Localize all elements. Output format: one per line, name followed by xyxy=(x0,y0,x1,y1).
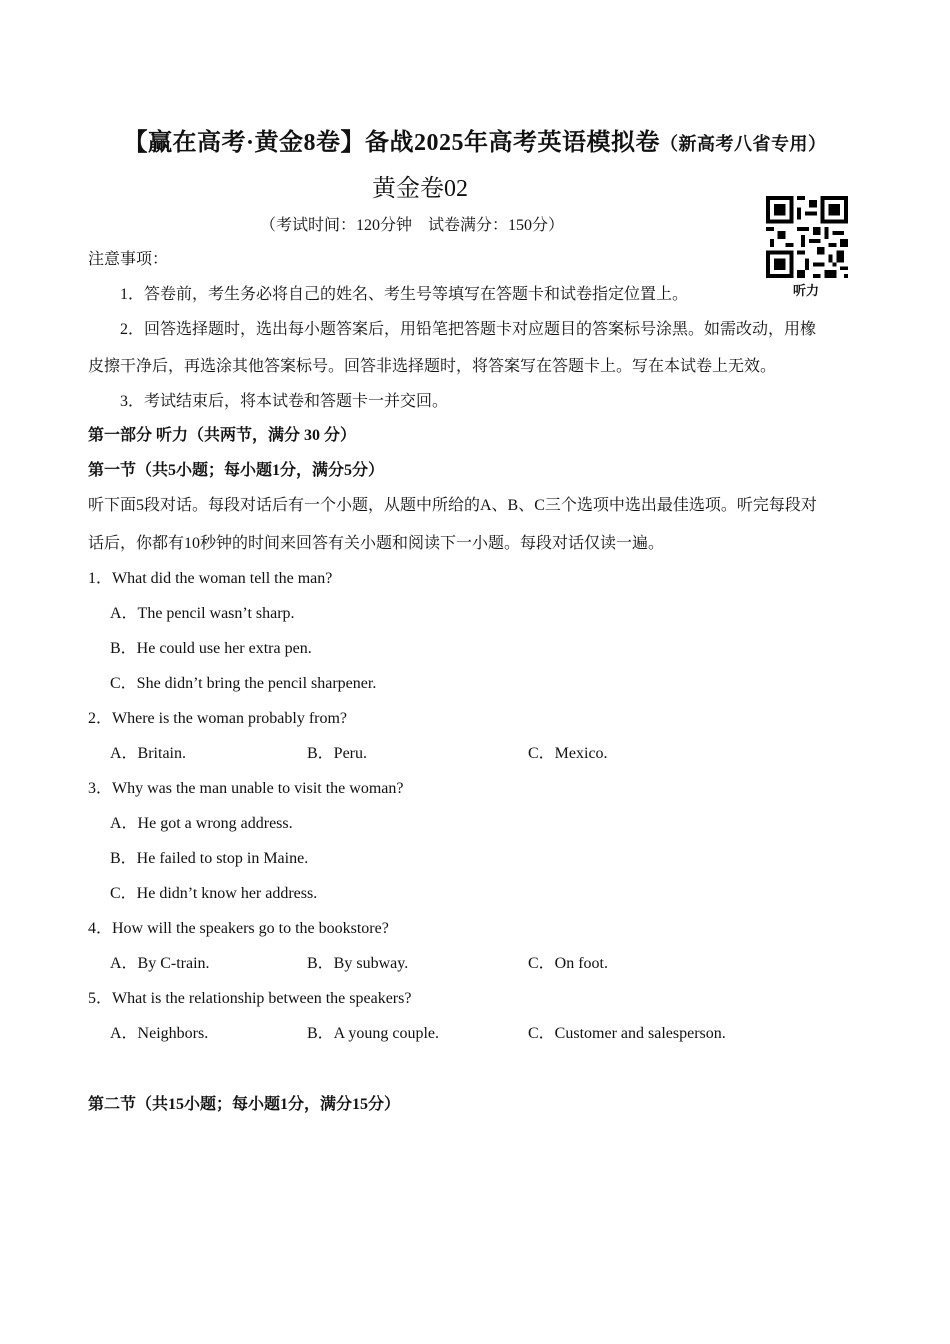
question-stem: 5．What is the relationship between the speakers? xyxy=(88,990,412,1007)
exam-info: （考试时间：120分钟 试卷满分：150分） xyxy=(260,217,565,234)
option-a: A．Neighbors. xyxy=(110,1025,209,1042)
notes-item-2-line-2: 皮擦干净后，再选涂其他答案标号。回答非选择题时，将答案写在答题卡上。写在本试卷上无效。 xyxy=(88,358,777,375)
notes-item-1: 1．答卷前，考生务必将自己的姓名、考生号等填写在答题卡和试卷指定位置上。 xyxy=(120,286,689,303)
notes-item-3: 3．考试结束后，将本试卷和答题卡一并交回。 xyxy=(120,393,449,410)
question-stem: 1．What did the woman tell the man? xyxy=(88,570,333,587)
title-sub: （新高考八省专用） xyxy=(660,134,827,154)
option-b: B．He failed to stop in Maine. xyxy=(110,850,309,867)
notes-item-2-line-1: 2．回答选择题时，选出每小题答案后，用铅笔把答题卡对应题目的答案标号涂黑。如需改动，用橡 xyxy=(120,321,817,338)
question-stem: 3．Why was the man unable to visit the woman? xyxy=(88,780,404,797)
section2-heading: 第二节（共15小题；每小题1分，满分15分） xyxy=(88,1096,401,1113)
document-subtitle: 黄金卷02 xyxy=(372,176,468,202)
option-b: B．Peru. xyxy=(307,745,368,762)
option-c: C．She didn’t bring the pencil sharpener. xyxy=(110,675,377,692)
part1-heading: 第一部分 听力（共两节，满分 30 分） xyxy=(88,427,357,444)
option-c: C．Mexico. xyxy=(528,745,608,762)
option-b: B．By subway. xyxy=(307,955,409,972)
document-title xyxy=(0,122,950,157)
option-a: A．He got a wrong address. xyxy=(110,815,293,832)
option-a: A．The pencil wasn’t sharp. xyxy=(110,605,295,622)
option-a: A．By C-train. xyxy=(110,955,210,972)
option-b: B．A young couple. xyxy=(307,1025,439,1042)
title-main: 【赢在高考·黄金8卷】备战2025年高考英语模拟卷 xyxy=(123,130,660,156)
question-stem: 4．How will the speakers go to the bookstore? xyxy=(88,920,389,937)
question-stem: 2．Where is the woman probably from? xyxy=(88,710,348,727)
instructions-line-1: 听下面5段对话。每段对话后有一个小题，从题中所给的A、B、C三个选项中选出最佳选项。听完每段对 xyxy=(88,497,817,514)
qr-code-icon[interactable] xyxy=(766,196,848,278)
notes-heading: 注意事项： xyxy=(88,251,169,268)
option-a: A．Britain. xyxy=(110,745,186,762)
option-b: B．He could use her extra pen. xyxy=(110,640,312,657)
qr-label: 听力 xyxy=(793,284,820,299)
instructions-line-2: 话后，你都有10秒钟的时间来回答有关小题和阅读下一小题。每段对话仅读一遍。 xyxy=(88,535,665,552)
section1-heading: 第一节（共5小题；每小题1分，满分5分） xyxy=(88,462,385,479)
option-c: C．He didn’t know her address. xyxy=(110,885,318,902)
option-c: C．Customer and salesperson. xyxy=(528,1025,726,1042)
option-c: C．On foot. xyxy=(528,955,609,972)
